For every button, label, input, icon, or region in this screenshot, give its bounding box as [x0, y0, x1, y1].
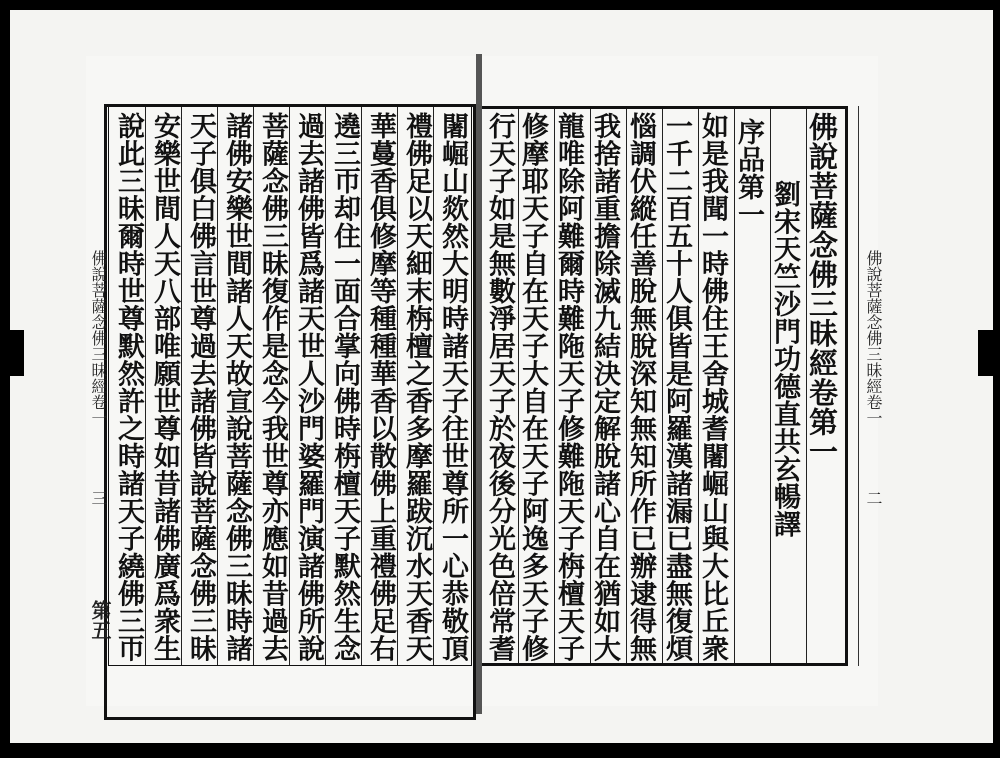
left-col-2: 禮佛足以天細末栴檀之香多摩羅跋沉水天香天 — [401, 112, 432, 662]
right-margin-page: 二 — [864, 490, 883, 506]
left-col-8: 天子俱白佛言世尊過去諸佛皆說菩薩念佛三昧 — [185, 112, 216, 662]
right-col-7: 行天子如是無數淨居天子於夜後分光色倍常耆 — [484, 112, 515, 662]
left-margin-page: 三 — [89, 490, 108, 506]
right-col-2: 一千二百五十人俱皆是阿羅漢諸漏已盡無復煩 — [661, 112, 692, 662]
left-col-9: 安樂世間人天八部唯願世尊如昔諸佛廣爲衆生 — [149, 112, 180, 662]
left-margin-bottom: 第五 — [88, 600, 112, 640]
right-notch — [978, 330, 1000, 376]
right-margin-rule — [858, 106, 859, 666]
right-col-6: 修摩耶天子自在天子大自在天子阿逸多天子修 — [517, 112, 548, 662]
right-col-5: 龍唯除阿難爾時難陁天子修難陁天子栴檀天子 — [553, 112, 584, 662]
sutra-title: 佛說菩薩念佛三昧經卷第一 — [805, 112, 839, 466]
right-col-4: 我捨諸重擔除滅九結決定解脫諸心自在猶如大 — [589, 112, 620, 662]
left-col-5: 過去諸佛皆爲諸天世人沙門婆羅門演諸佛所說 — [293, 112, 324, 662]
left-col-4: 遶三帀却住一面合掌向佛時栴檀天子默然生念 — [329, 112, 360, 662]
left-col-7: 諸佛安樂世間諸人天故宣說菩薩念佛三昧時諸 — [221, 112, 252, 662]
left-col-1: 闍崛山欻然大明時諸天子往世尊所一心恭敬頂 — [437, 112, 468, 662]
left-col-3: 華蔓香俱修摩等種種華香以散佛上重禮佛足右 — [365, 112, 396, 662]
left-col-6: 菩薩念佛三昧復作是念今我世尊亦應如昔過去 — [257, 112, 288, 662]
left-margin-text: 佛說菩薩念佛三昧經卷一 — [89, 250, 108, 426]
left-col-10: 說此三昧爾時世尊默然許之時諸天子繞佛三帀 — [113, 112, 144, 662]
chapter-heading: 序品第一 — [733, 118, 764, 228]
right-col-1: 如是我聞一時佛住王舍城耆闍崛山與大比丘衆 — [697, 112, 728, 662]
right-margin-text: 佛說菩薩念佛三昧經卷一 — [864, 250, 883, 426]
left-notch — [0, 330, 24, 376]
right-col-3: 惱調伏縱任善脫無脫深知無知所作已辦逮得無 — [625, 112, 656, 662]
translator-line: 劉宋天竺沙門功德直共玄暢譯 — [769, 180, 800, 538]
